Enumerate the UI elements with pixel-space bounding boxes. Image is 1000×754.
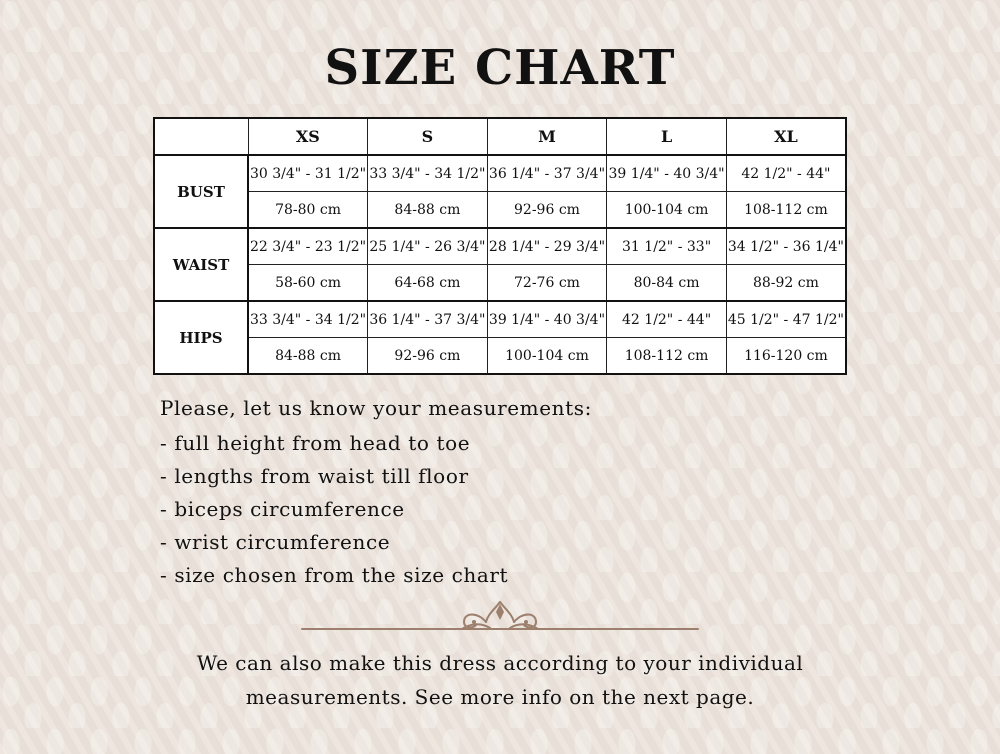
table-cell: 33 3/4" - 34 1/2" [368,155,488,192]
ornament-divider-icon [300,598,700,634]
table-cell: 80-84 cm [607,265,727,302]
table-cell: 84-88 cm [368,192,488,229]
table-cell: 34 1/2" - 36 1/4" [726,228,846,265]
note-line: measurements. See more info on the next page. [245,685,755,709]
table-row [154,338,846,375]
table-cell: 42 1/2" - 44" [607,301,727,338]
custom-order-note [0,646,1000,714]
page-title: SIZE CHART [324,40,676,96]
table-cell: 100-104 cm [607,192,727,229]
list-item: - size chosen from the size chart [160,563,509,587]
row-label-waist: WAIST [154,228,248,301]
table-row [154,265,846,302]
table-row [154,301,846,338]
measurements-heading: Please, let us know your measurements: [160,396,592,420]
table-cell: 45 1/2" - 47 1/2" [726,301,846,338]
note-line: We can also make this dress according to your individual [196,651,804,675]
table-cell: 36 1/4" - 37 3/4" [368,301,488,338]
size-header-s: S [368,118,488,155]
table-cell: 58-60 cm [248,265,368,302]
table-cell: 28 1/4" - 29 3/4" [487,228,607,265]
table-cell: 36 1/4" - 37 3/4" [487,155,607,192]
table-row [154,228,846,265]
table-row [154,155,846,192]
size-header-xs: XS [248,118,368,155]
table-cell: 92-96 cm [487,192,607,229]
table-cell: 100-104 cm [487,338,607,375]
table-cell: 39 1/4" - 40 3/4" [607,155,727,192]
size-header-xl: XL [726,118,846,155]
list-item: - biceps circumference [160,497,405,521]
corner-cell [154,118,248,155]
table-cell: 39 1/4" - 40 3/4" [487,301,607,338]
table-cell: 33 3/4" - 34 1/2" [248,301,368,338]
size-header-m: M [487,118,607,155]
table-cell: 108-112 cm [607,338,727,375]
table-cell: 88-92 cm [726,265,846,302]
table-cell: 108-112 cm [726,192,846,229]
table-cell: 84-88 cm [248,338,368,375]
table-cell: 30 3/4" - 31 1/2" [248,155,368,192]
list-item: - wrist circumference [160,530,391,554]
table-cell: 42 1/2" - 44" [726,155,846,192]
row-label-bust: BUST [154,155,248,228]
list-item: - lengths from waist till floor [160,464,469,488]
table-cell: 25 1/4" - 26 3/4" [368,228,488,265]
table-cell: 22 3/4" - 23 1/2" [248,228,368,265]
list-item: - full height from head to toe [160,431,471,455]
table-cell: 116-120 cm [726,338,846,375]
table-cell: 31 1/2" - 33" [607,228,727,265]
table-cell: 78-80 cm [248,192,368,229]
size-table [153,117,847,375]
table-row [154,192,846,229]
size-header-l: L [607,118,727,155]
row-label-hips: HIPS [154,301,248,374]
header-row [154,118,846,155]
table-cell: 64-68 cm [368,265,488,302]
table-cell: 72-76 cm [487,265,607,302]
table-cell: 92-96 cm [368,338,488,375]
measurements-info [160,392,592,592]
